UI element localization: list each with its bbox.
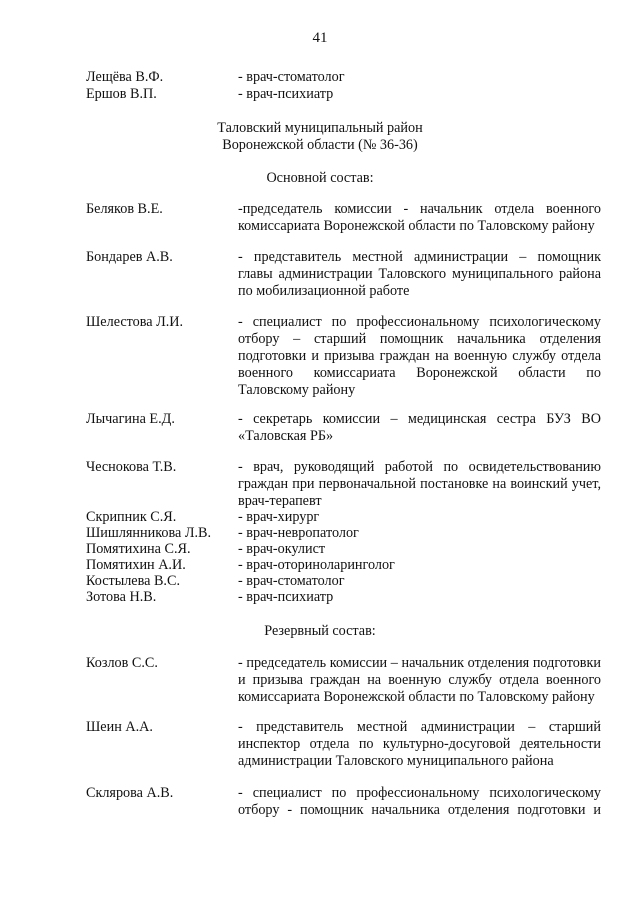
member-name: Лычагина Е.Д. — [86, 411, 175, 427]
member-name: Шеин А.А. — [86, 719, 153, 735]
member-name: Лещёва В.Ф. — [86, 69, 164, 85]
member-name: Козлов С.С. — [86, 655, 158, 671]
member-role: - представитель местной администрации – старший инспектор отдела по культурно-досуговой деятельности администрации Таловского муниципального района — [238, 719, 601, 769]
member-role: - врач-окулист — [238, 541, 326, 557]
member-role: - врач-психиатр — [238, 589, 334, 605]
member-role: - врач-хирург — [238, 509, 320, 525]
member-role: - врач-стоматолог — [238, 69, 345, 85]
member-role: -председатель комиссии - начальник отдела военного комиссариата Воронежской области по Таловскому району — [238, 201, 601, 234]
member-name: Зотова Н.В. — [86, 589, 157, 605]
member-name: Костылева В.С. — [86, 573, 180, 589]
member-role: - представитель местной администрации – помощник главы администрации Таловского муниципального района по мобилизационной работе — [238, 249, 601, 299]
main-composition-heading: Основной состав: — [266, 170, 374, 186]
member-role: - врач, руководящий работой по освидетельствованию граждан при первоначальной постановке на воинский учет, врач-терапевт — [238, 459, 601, 509]
member-role: - председатель комиссии – начальник отделения подготовки и призыва граждан на военную службу отдела военного комиссариата Воронежской области по Таловскому району — [238, 655, 601, 705]
member-role: - врач-невропатолог — [238, 525, 359, 541]
member-role: - специалист по профессиональному психологическому отбору – старший помощник начальника отделения подготовки и призыва граждан на военную службу отдела военного комиссариата Воронежской области по Таловскому району — [238, 314, 601, 398]
member-name: Скрипник С.Я. — [86, 509, 177, 525]
member-name: Склярова А.В. — [86, 785, 174, 801]
member-name: Бондарев А.В. — [86, 249, 173, 265]
member-role: - врач-оториноларинголог — [238, 557, 395, 573]
member-role: - специалист по профессиональному психологическому отбору - помощник начальника отделения подготовки и — [238, 785, 601, 818]
member-name: Ершов В.П. — [86, 86, 157, 102]
member-role: - секретарь комиссии – медицинская сестра БУЗ ВО «Таловская РБ» — [238, 411, 601, 444]
member-name: Помятихин А.И. — [86, 557, 186, 573]
page-number: 41 — [312, 30, 328, 46]
member-name: Шелестова Л.И. — [86, 314, 184, 330]
member-name: Беляков В.Е. — [86, 201, 163, 217]
member-name: Чеснокова Т.В. — [86, 459, 177, 475]
district-subtitle: Воронежской области (№ 36-36) — [222, 137, 418, 153]
member-name: Шишлянникова Л.В. — [86, 525, 212, 541]
district-title: Таловский муниципальный район — [217, 120, 423, 136]
member-name: Помятихина С.Я. — [86, 541, 191, 557]
member-role: - врач-психиатр — [238, 86, 334, 102]
reserve-composition-heading: Резервный состав: — [264, 623, 376, 639]
member-role: - врач-стоматолог — [238, 573, 345, 589]
